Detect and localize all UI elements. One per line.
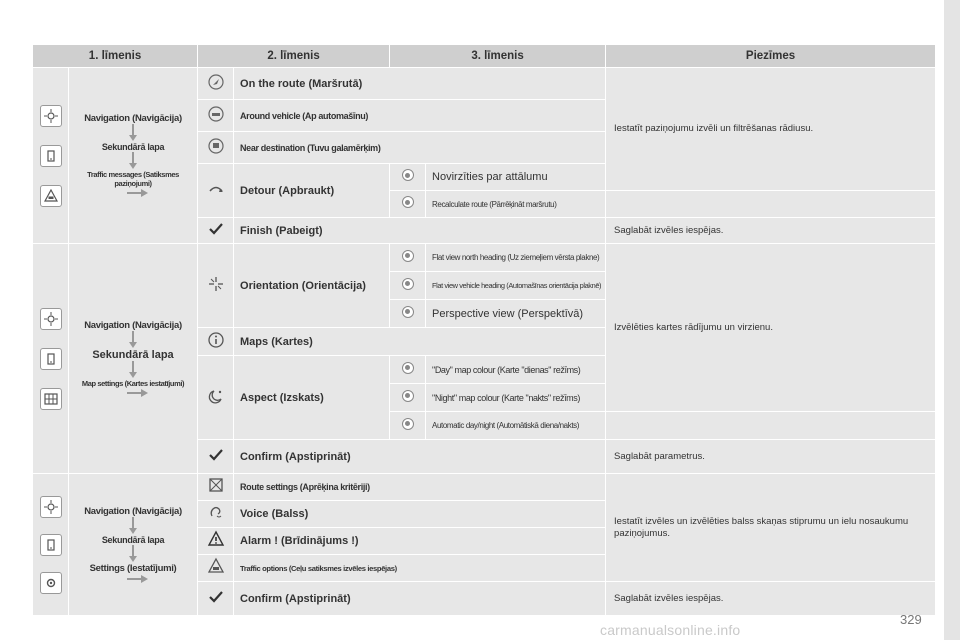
page-number: 329 [900, 612, 922, 627]
row-icon-cell [198, 582, 234, 616]
radio-icon[interactable] [402, 362, 414, 374]
flag-circle-icon [206, 136, 226, 156]
warning-car-icon [40, 185, 62, 207]
arrow-right-icon [127, 188, 149, 198]
row-icon-cell [198, 328, 234, 356]
nav-target-icon [40, 308, 62, 330]
route-icon [206, 72, 226, 92]
option-label: Perspective view (Perspektīvā) [426, 300, 606, 328]
arrow-down-icon [126, 545, 140, 563]
arrow-down-icon [126, 152, 140, 170]
level3-label: Near destination (Tuvu galamērķim) [234, 132, 606, 164]
arrow-right-icon [127, 574, 149, 584]
row-icon-cell [198, 555, 234, 582]
option-label: Novirzīties par attālumu [426, 164, 606, 191]
level3-label: Route settings (Aprēķina kritēriji) [234, 474, 606, 501]
level2-nav-label: Navigation (Navigācija) [84, 505, 182, 517]
option-radio-cell [390, 191, 426, 218]
arrow-down-icon [126, 517, 140, 535]
watermark: carmanualsonline.info [600, 622, 741, 638]
voice-icon [206, 502, 226, 522]
level2-cell [69, 244, 198, 474]
row-icon-cell [198, 501, 234, 528]
arrow-down-icon [126, 361, 140, 379]
level2-item-label: Traffic messages (Satiksmes paziņojumi) [87, 170, 179, 188]
row-icon-cell [198, 68, 234, 100]
option-label: Flat view north heading (Uz ziemeļiem vērsta plakne) [426, 244, 606, 272]
confirm-note-cell: Saglabāt parametrus. [606, 440, 936, 474]
option-label: Automatic day/night (Automātiskā diena/nakts) [426, 412, 606, 440]
compass-icon [206, 274, 226, 294]
level3-label: Aspect (Izskats) [234, 356, 390, 440]
phone-icon [40, 534, 62, 556]
page-edge-strip [944, 0, 960, 640]
arrow-down-icon [126, 331, 140, 349]
level3-label: Traffic options (Ceļu satiksmes izvēles iespējas) [234, 555, 606, 582]
check-icon [206, 587, 226, 607]
car-circle-icon [206, 104, 226, 124]
level3-label: Confirm (Apstiprināt) [234, 582, 606, 616]
note-cell-empty [606, 191, 936, 218]
table-row [33, 244, 936, 272]
level3-label: Orientation (Orientācija) [234, 244, 390, 328]
radio-icon[interactable] [402, 306, 414, 318]
level3-label: Confirm (Apstiprināt) [234, 440, 606, 474]
menu-table [32, 44, 936, 616]
note-cell-empty [606, 412, 936, 440]
level2-cell [69, 68, 198, 244]
option-radio-cell [390, 164, 426, 191]
radio-icon[interactable] [402, 250, 414, 262]
row-icon-cell [198, 474, 234, 501]
table-row [33, 68, 936, 100]
level3-label: Voice (Balss) [234, 501, 606, 528]
radio-icon[interactable] [402, 169, 414, 181]
row-icon-cell [198, 440, 234, 474]
level3-label: Alarm ! (Brīdinājums !) [234, 528, 606, 555]
route-settings-icon [206, 475, 226, 495]
option-radio-cell [390, 300, 426, 328]
level3-label: Finish (Pabeigt) [234, 218, 606, 244]
option-label: "Night" map colour (Karte "nakts" režīms) [426, 384, 606, 412]
level2-item-label: Map settings (Kartes iestatījumi) [81, 378, 185, 388]
option-radio-cell [390, 412, 426, 440]
option-label: "Day" map colour (Karte "dienas" režīms) [426, 356, 606, 384]
level2-nav-label: Navigation (Navigācija) [84, 319, 182, 331]
radio-icon[interactable] [402, 278, 414, 290]
option-radio-cell [390, 244, 426, 272]
traffic-options-icon [206, 556, 226, 576]
map-grid-icon [40, 388, 62, 410]
header-level1: 1. līmenis [33, 45, 198, 68]
table-row [33, 474, 936, 501]
level2-sub-label: Sekundārā lapa [92, 348, 174, 361]
level2-item-label: Settings (Iestatījumi) [89, 562, 177, 574]
level1-icons-cell [33, 244, 69, 474]
detour-icon [206, 179, 226, 199]
level3-label: On the route (Maršrutā) [234, 68, 606, 100]
level3-label: Around vehicle (Ap automašīnu) [234, 100, 606, 132]
row-icon-cell [198, 356, 234, 440]
option-label: Recalculate route (Pārrēķināt maršrutu) [426, 191, 606, 218]
level3-label: Detour (Apbraukt) [234, 164, 390, 218]
confirm-note-cell: Saglabāt izvēles iespējas. [606, 218, 936, 244]
row-icon-cell [198, 132, 234, 164]
header-level2: 2. līmenis [198, 45, 390, 68]
phone-icon [40, 348, 62, 370]
level2-cell [69, 474, 198, 616]
level3-label: Maps (Kartes) [234, 328, 606, 356]
header-notes: Piezīmes [606, 45, 936, 68]
row-icon-cell [198, 164, 234, 218]
option-radio-cell [390, 272, 426, 300]
level2-nav-label: Navigation (Navigācija) [84, 113, 182, 124]
radio-icon[interactable] [402, 196, 414, 208]
table-header-row [33, 45, 936, 68]
alarm-icon [206, 529, 226, 549]
phone-icon [40, 145, 62, 167]
option-radio-cell [390, 356, 426, 384]
check-icon [206, 219, 226, 239]
note-cell: Izvēlēties kartes rādījumu un virzienu. [606, 244, 936, 412]
level2-sub-label: Sekundārā lapa [101, 142, 165, 152]
row-icon-cell [198, 244, 234, 328]
nav-target-icon [40, 105, 62, 127]
check-icon [206, 445, 226, 465]
arrow-right-icon [127, 388, 149, 398]
radio-icon[interactable] [402, 418, 414, 430]
row-icon-cell [198, 218, 234, 244]
level2-sub-label: Sekundārā lapa [101, 534, 165, 545]
radio-icon[interactable] [402, 390, 414, 402]
confirm-note-cell: Saglabāt izvēles iespējas. [606, 582, 936, 616]
level1-icons-cell [33, 68, 69, 244]
day-night-icon [206, 386, 226, 406]
note-cell: Iestatīt paziņojumu izvēli un filtrēšanas rādiusu. [606, 68, 936, 191]
note-cell: Iestatīt izvēles un izvēlēties balss skaņas stiprumu un ielu nosaukumu paziņojumus. [606, 474, 936, 582]
option-radio-cell [390, 384, 426, 412]
option-label: Flat view vehicle heading (Automašīnas orientācija plaknē) [426, 272, 606, 300]
nav-target-icon [40, 496, 62, 518]
row-icon-cell [198, 100, 234, 132]
settings-icon [40, 572, 62, 594]
row-icon-cell [198, 528, 234, 555]
arrow-down-icon [126, 124, 140, 142]
header-level3: 3. līmenis [390, 45, 606, 68]
level1-icons-cell [33, 474, 69, 616]
info-icon [206, 330, 226, 350]
